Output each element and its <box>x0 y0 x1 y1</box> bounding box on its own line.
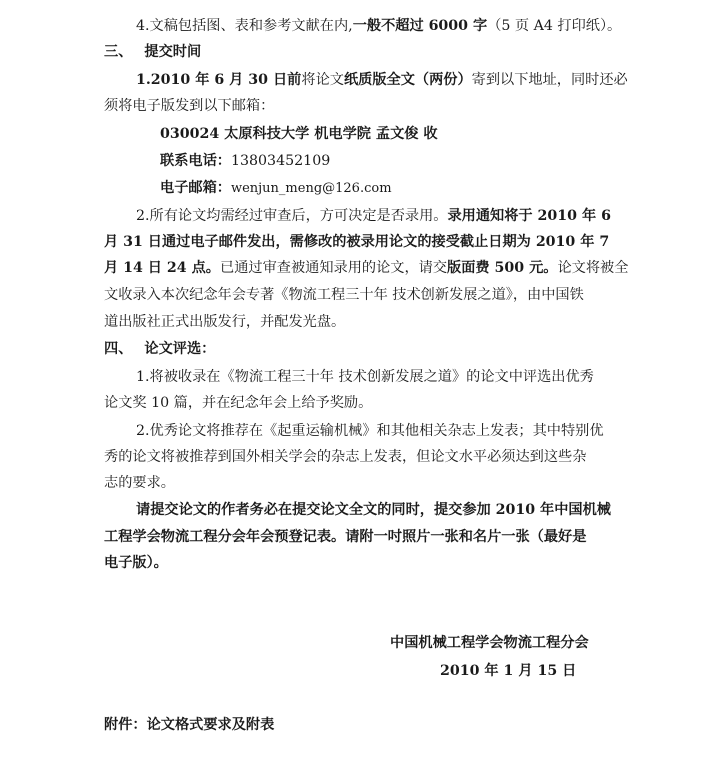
section-4-title: 论文评选： <box>144 341 216 357</box>
contact-phone: 联系电话：13803452109 <box>160 153 331 169</box>
notice-line2: 工程学会物流工程分会年会预登记表。请附一吋照片一张和名片一张（最好是 <box>104 529 587 545</box>
mailing-address: 030024 太原科技大学 机电学院 孟文俊 收 <box>160 126 438 142</box>
s4-p2-line3: 志的要求。 <box>104 475 175 491</box>
s3-p2-line1: 2.所有论文均需经过审查后，方可决定是否录用。录用通知将于 2010 年 6 <box>136 208 611 224</box>
contact-email: 电子邮箱：wenjun_meng@126.com <box>160 180 392 196</box>
s4-p2-line2: 秀的论文将被推荐到国外相关学会的杂志上发表，但论文水平必须达到这些杂 <box>104 449 587 465</box>
section-4-heading <box>104 339 215 359</box>
signature-organization: 中国机械工程学会物流工程分会 <box>390 635 589 651</box>
s4-p1-line2: 论文奖 10 篇，并在纪念年会上给予奖励。 <box>104 395 373 411</box>
s3-p2-line2: 月 31 日通过电子邮件发出，需修改的被录用论文的接受截止日期为 2010 年 7 <box>104 234 610 250</box>
attachment-note: 附件：论文格式要求及附表 <box>104 717 275 733</box>
notice-line3: 电子版）。 <box>104 555 168 571</box>
s3-p2-line4: 文收录入本次纪念年会专著《物流工程三十年 技术创新发展之道》，由中国铁 <box>104 287 584 303</box>
s4-p1-line1: 1.将被收录在《物流工程三十年 技术创新发展之道》的论文中评选出优秀 <box>136 369 594 385</box>
s3-p2-line3: 月 14 日 24 点。已通过审查被通知录用的论文，请交版面费 500 元。论文将被全 <box>104 260 629 276</box>
section-4-number: 四、 <box>104 341 133 357</box>
s3-p1-line1: 1.2010 年 6 月 30 日前将论文纸质版全文（两份）寄到以下地址，同时还必 <box>136 72 628 88</box>
section-3-number: 三、 <box>104 44 133 60</box>
item-4: 4.文稿包括图、表和参考文献在内,一般不超过 6000 字（5 页 A4 打印纸）。 <box>136 18 622 34</box>
section-3-heading <box>104 42 201 62</box>
signature-date: 2010 年 1 月 15 日 <box>440 663 577 679</box>
notice-line1: 请提交论文的作者务必在提交论文全文的同时，提交参加 2010 年中国机械 <box>136 502 611 518</box>
s3-p2-line5: 道出版社正式出版发行，并配发光盘。 <box>104 314 346 330</box>
s4-p2-line1: 2.优秀论文将推荐在《起重运输机械》和其他相关杂志上发表；其中特别优 <box>136 423 604 439</box>
section-3-title: 提交时间 <box>144 44 202 60</box>
s3-p1-line2: 须将电子版发到以下邮箱： <box>104 98 275 114</box>
